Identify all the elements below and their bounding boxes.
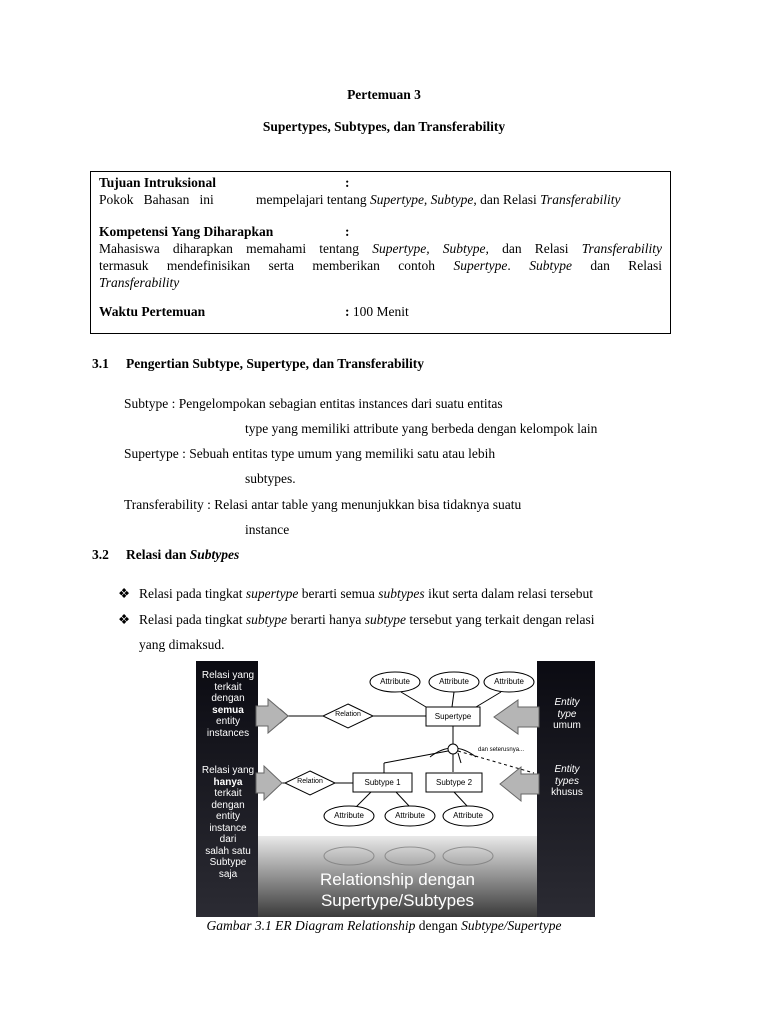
def-transfer-2: instance <box>245 522 290 537</box>
left-top-note: Relasi yang terkait dengan semua entity instances <box>201 670 255 739</box>
def-transfer-1: Transferability : Relasi antar table yang menunjukkan bisa tidaknya suatu <box>124 497 522 512</box>
bullet-1-text: Relasi pada tingkat supertype berarti semua subtypes ikut serta dalam relasi tersebut <box>139 586 594 601</box>
kompetensi-label: Kompetensi Yang Diharapkan <box>99 224 274 239</box>
objective-box <box>90 171 671 334</box>
bullet-diamond-icon: ❖ <box>118 586 131 601</box>
figure-banner: Relationship dengan Supertype/Subtypes <box>319 870 475 910</box>
pokok-label: Pokok Bahasan ini <box>99 192 214 207</box>
relation-label: Relation <box>335 711 361 718</box>
right-bottom-note: Entity types khusus <box>551 764 583 798</box>
tujuan-row <box>99 174 662 191</box>
kompetensi-colon: : <box>345 224 350 239</box>
waktu-value: : 100 Menit <box>345 304 409 319</box>
attribute-label: Attribute <box>380 677 410 686</box>
subtype-1-label: Subtype 1 <box>364 778 401 787</box>
tujuan-label: Tujuan Intruksional <box>99 175 216 190</box>
bullet-2-text: Relasi pada tingkat subtype berarti hanya subtype tersebut yang terkait dengan relasi <box>139 612 595 627</box>
waktu-row <box>99 303 662 320</box>
section-2-heading: 3.2 Relasi dan Subtypes <box>92 547 240 562</box>
kompetensi-row <box>99 223 662 240</box>
kompetensi-line-2: termasuk mendefinisikan serta memberikan contoh Supertype. Subtype dan Relasi <box>99 258 662 273</box>
left-bottom-note: Relasi yang hanya terkait dengan entity instance dari salah satu Subtype saja <box>201 765 255 880</box>
pokok-row <box>99 191 662 208</box>
supertype-label: Supertype <box>434 712 472 721</box>
page-title: Pertemuan 3 <box>347 87 421 102</box>
attribute-label: Attribute <box>439 677 469 686</box>
er-diagram-figure <box>196 661 595 917</box>
subtype-2-label: Subtype 2 <box>435 778 473 787</box>
attribute-label: Attribute <box>395 811 425 820</box>
kompetensi-line-3: Transferability <box>99 275 180 290</box>
attribute-label: Attribute <box>334 811 364 820</box>
pokok-text: mempelajari tentang Supertype, Subtype, dan Relasi Transferability <box>256 192 621 207</box>
waktu-label: Waktu Pertemuan <box>99 304 206 319</box>
figure-caption: Gambar 3.1 ER Diagram Relationship dengan Subtype/Supertype <box>206 918 562 933</box>
bullet-diamond-icon: ❖ <box>118 612 131 627</box>
right-top-note: Entity type umum <box>553 697 581 731</box>
attribute-label: Attribute <box>453 811 483 820</box>
attribute-label: Attribute <box>494 677 524 686</box>
tujuan-colon: : <box>345 175 350 190</box>
kompetensi-line-1: Mahasiswa diharapkan memahami tentang Supertype, Subtype, dan Relasi Transferability <box>99 241 662 256</box>
page-subtitle: Supertypes, Subtypes, dan Transferability <box>262 119 506 134</box>
def-supertype-1: Supertype : Sebuah entitas type umum yang memiliki satu atau lebih <box>124 446 496 461</box>
def-subtype-1: Subtype : Pengelompokan sebagian entitas instances dari suatu entitas <box>124 396 503 411</box>
def-supertype-2: subtypes. <box>245 471 296 486</box>
etc-label: dan seterusnya... <box>478 747 525 753</box>
bullet-2-text-cont: yang dimaksud. <box>139 637 225 652</box>
def-subtype-2: type yang memiliki attribute yang berbeda dengan kelompok lain <box>245 421 598 436</box>
section-1-heading: 3.1 Pengertian Subtype, Supertype, dan Transferability <box>92 356 425 371</box>
relation-label: Relation <box>297 778 323 785</box>
